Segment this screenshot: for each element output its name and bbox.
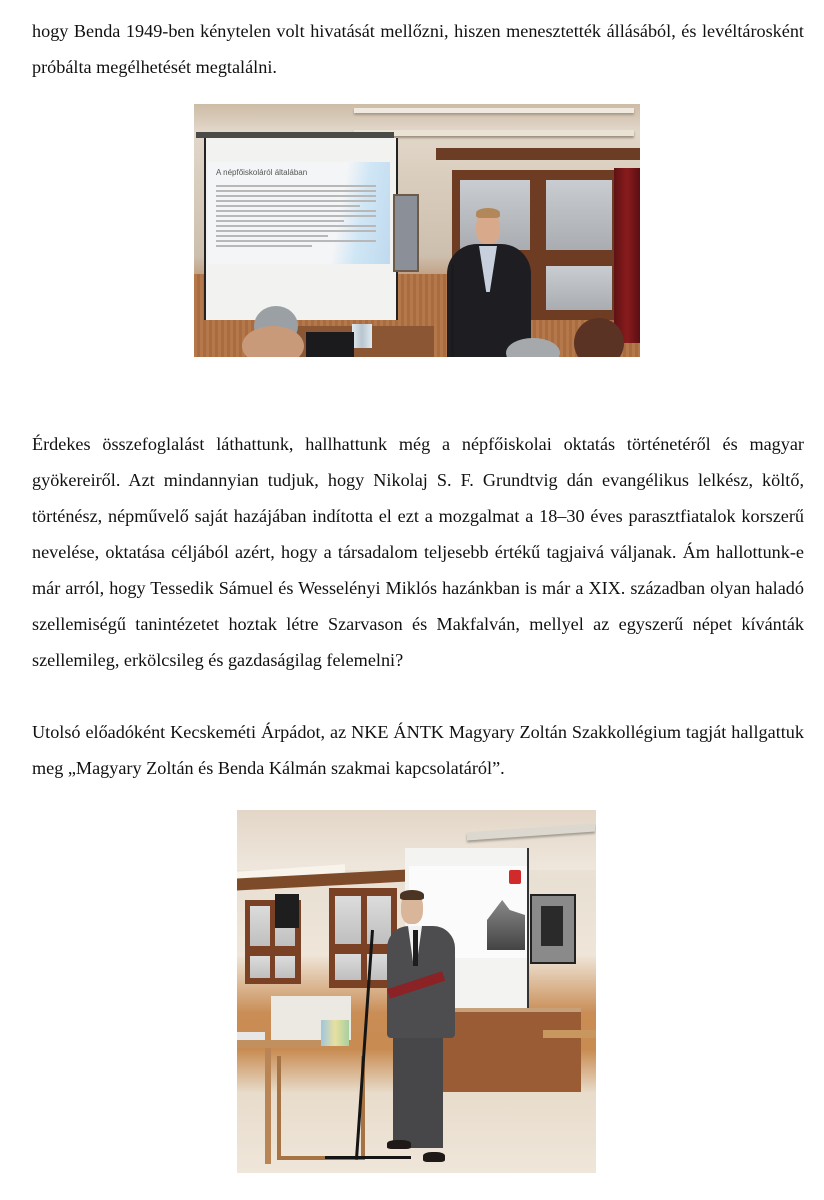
ceiling-light bbox=[354, 130, 634, 136]
laptop bbox=[306, 332, 354, 357]
slide-title: A népfőiskoláról általában bbox=[216, 168, 308, 177]
curtain bbox=[614, 168, 640, 343]
loudspeaker bbox=[275, 894, 299, 928]
photo-lecturer-presentation bbox=[194, 104, 640, 357]
window-beam bbox=[436, 148, 640, 160]
microphone-stand-base bbox=[325, 1156, 411, 1159]
table bbox=[237, 1040, 321, 1048]
speaker-hair bbox=[400, 890, 424, 900]
university-logo bbox=[509, 870, 521, 884]
brochures bbox=[321, 1020, 349, 1046]
table-leg bbox=[265, 1048, 271, 1164]
side-table bbox=[543, 1030, 596, 1038]
paragraph-benda-continuation: hogy Benda 1949-ben kénytelen volt hivatását mellőzni, hiszen menesztették állásából, és levéltárosként próbálta megélhetését megtalálni. bbox=[32, 21, 804, 77]
shoe bbox=[423, 1152, 445, 1162]
wall-picture-image bbox=[541, 906, 563, 946]
speaker-legs bbox=[393, 1036, 443, 1148]
paragraph-folk-high-school-history: Érdekes összefoglalást láthattunk, hallhattunk még a népfőiskolai oktatás történetéről és magyar gyökereiről. Azt mindannyian tudjuk, hogy Nikolaj S. F. Grundtvig dán evangélikus lelkész, költő, történész, népművelő saját hazájában indította el ezt a mozgalmat a 18–30 éves parasztfiatalok korszerű nevelése, oktatása céljából azért, hogy a társadalom teljesebb értékű tagjaivá váljanak. Ám hallottunk-e már arról, hogy Tessedik Sámuel és Wesselényi Miklós hazánkban is már a XIX. században olyan haladó szellemiségű tanintézetet hoztak létre Szarvason és Makfalván, mellyel az egyszerű népet kívánták szellemileg, erkölcsileg és gazdaságilag felemelni? bbox=[32, 434, 804, 670]
projected-slide bbox=[208, 162, 390, 264]
microphone-stand bbox=[451, 264, 454, 357]
photo-student-speaker bbox=[237, 810, 596, 1173]
water-bottles bbox=[352, 324, 372, 348]
speaker-hair bbox=[476, 208, 500, 218]
wall-picture bbox=[393, 194, 419, 272]
ceiling-light bbox=[354, 108, 634, 113]
slide-body-text bbox=[216, 182, 376, 250]
paragraph-last-speaker: Utolsó előadóként Kecskeméti Árpádot, az NKE ÁNTK Magyary Zoltán Szakkollégium tagját hallgattuk meg „Magyary Zoltán és Benda Kálmán szakmai kapcsolatáról”. bbox=[32, 722, 804, 778]
speaker-tie bbox=[413, 930, 418, 966]
cabinet bbox=[441, 1008, 581, 1092]
wooden-chair bbox=[277, 1056, 365, 1160]
shoe bbox=[387, 1140, 411, 1149]
